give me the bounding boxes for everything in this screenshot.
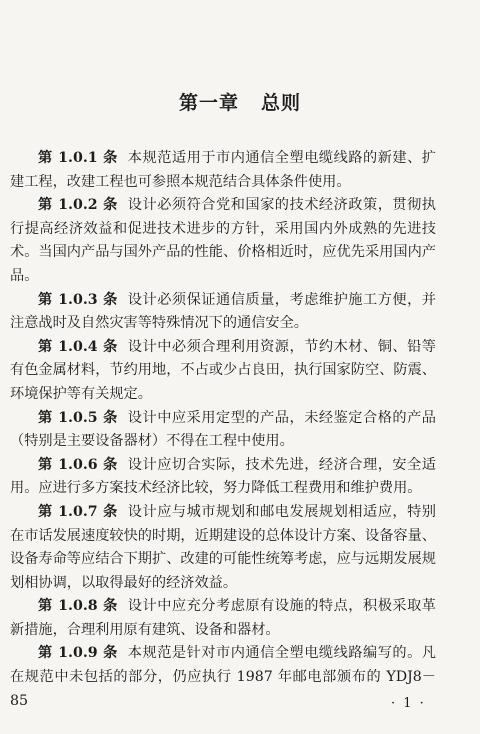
article-number: 第 1.0.4 条 (38, 338, 118, 355)
article-1-0-5 (10, 407, 436, 454)
article-1-0-1 (10, 147, 436, 194)
article-text: 设计必须符合党和国家的技术经济政策，贯彻执行提高经济效益和促进技术进步的方针，采用国内外成熟的先进技术。当国内产品与国外产品的性能、价格相近时，应优先采用国内产品。 (10, 197, 436, 284)
article-number: 第 1.0.7 条 (38, 503, 118, 520)
article-text: 设计中应充分考虑原有设施的特点，积极采取革新措施，合理利用原有建筑、设备和器材。 (10, 598, 436, 638)
article-1-0-6 (10, 454, 436, 501)
article-text: 本规范适用于市内通信全塑电缆线路的新建、扩建工程，改建工程也可参照本规范结合具体条件使用。 (10, 150, 436, 190)
article-1-0-4 (10, 336, 436, 407)
article-1-0-7 (10, 501, 436, 595)
chapter-title (0, 88, 480, 115)
article-number: 第 1.0.6 条 (38, 456, 118, 473)
chapter-number: 第一章 (178, 92, 239, 114)
article-number: 第 1.0.9 条 (38, 645, 118, 662)
article-number: 第 1.0.2 条 (38, 197, 118, 214)
article-1-0-3 (10, 289, 436, 336)
article-text: 设计应切合实际，技术先进，经济合理，安全适用。应进行多方案技术经济比较，努力降低工程费用和维护费用。 (10, 456, 436, 497)
article-number: 第 1.0.1 条 (38, 150, 118, 166)
article-1-0-8 (10, 595, 436, 642)
chapter-name: 总则 (261, 92, 302, 114)
article-1-0-2 (10, 194, 436, 288)
article-text: 设计应与城市规划和邮电发展规划相适应，特别在市话发展速度较快的时期，近期建设的总体设计方案、设备容量、设备寿命等应结合下期扩、改建的可能性统筹考虑，应与远期发展规划相协调，以取得最好的经济效益。 (10, 503, 436, 591)
article-text: 设计中必须合理利用资源，节约木材、铜、铅等有色金属材料，节约用地，不占或少占良田，执行国家防空、防震、环境保护等有关规定。 (10, 338, 436, 402)
article-number: 第 1.0.5 条 (38, 409, 118, 426)
article-list (10, 147, 436, 713)
article-number: 第 1.0.3 条 (38, 291, 118, 308)
article-text: 设计中应采用定型的产品，未经鉴定合格的产品（特别是主要设备器材）不得在工程中使用。 (10, 409, 436, 450)
article-1-0-9 (10, 642, 436, 713)
page-number: · 1 · (391, 696, 426, 711)
article-number: 第 1.0.8 条 (38, 598, 118, 615)
article-text: 本规范是针对市内通信全塑电缆线路编写的。凡在规范中未包括的部分，仍应执行 1987 年邮电部颁布的 YDJ8－85 (10, 645, 436, 709)
article-text: 设计必须保证通信质量，考虑维护施工方便，并注意战时及自然灾害等特殊情况下的通信安全。 (10, 291, 436, 332)
